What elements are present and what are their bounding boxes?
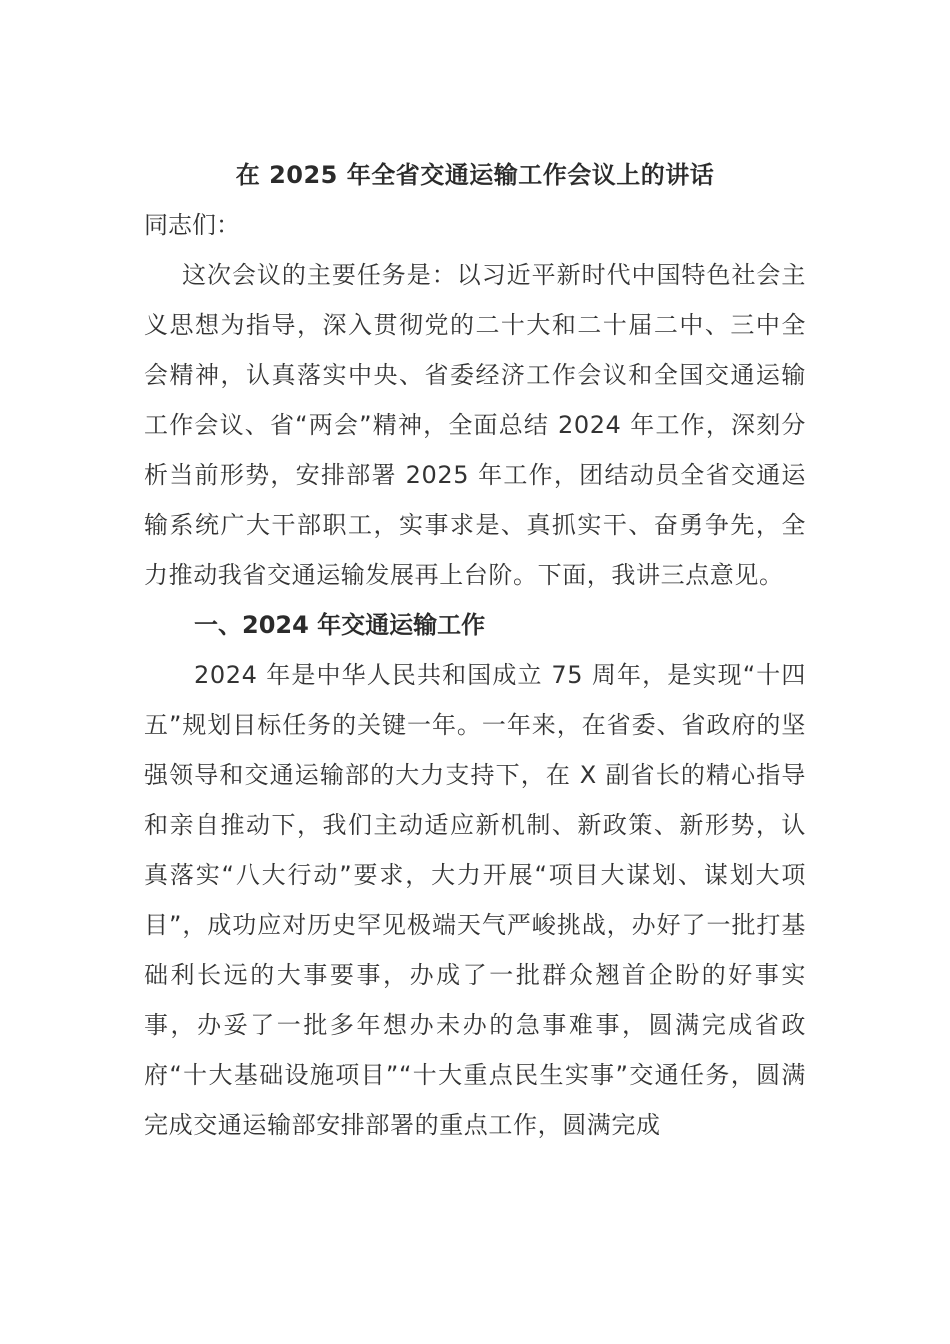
paragraph-section-1: 2024 年是中华人民共和国成立 75 周年，是实现“十四五”规划目标任务的关键一年。一年来，在省委、省政府的坚强领导和交通运输部的大力支持下，在 X 副省长的精心指导和亲自推动下，我们主动适应新机制、新政策、新形势，认真落实“八大行动”要求，大力开展“项目大谋划、谋划大项目”，成功应对历史罕见极端天气严峻挑战，办好了一批打基础利长远的大事要事，办成了一批群众翘首企盼的好事实事，办妥了一批多年想办未办的急事难事，圆满完成省政府“十大基础设施项目”“十大重点民生实事”交通任务，圆满完成交通运输部安排部署的重点工作，圆满完成	[144, 661, 806, 1139]
salutation: 同志们：	[144, 211, 240, 239]
paragraph-intro: 这次会议的主要任务是：以习近平新时代中国特色社会主义思想为指导，深入贯彻党的二十大和二十届二中、三中全会精神，认真落实中央、省委经济工作会议和全国交通运输工作会议、省“两会”精神，全面总结 2024 年工作，深刻分析当前形势，安排部署 2025 年工作，团结动员全省交通运输系统广大干部职工，实事求是、真抓实干、奋勇争先，全力推动我省交通运输发展再上台阶。下面，我讲三点意见。	[144, 261, 806, 589]
document-title: 在 2025 年全省交通运输工作会议上的讲话	[235, 161, 715, 189]
document-body	[144, 150, 806, 1150]
section-heading-1: 一、2024 年交通运输工作	[194, 611, 486, 639]
